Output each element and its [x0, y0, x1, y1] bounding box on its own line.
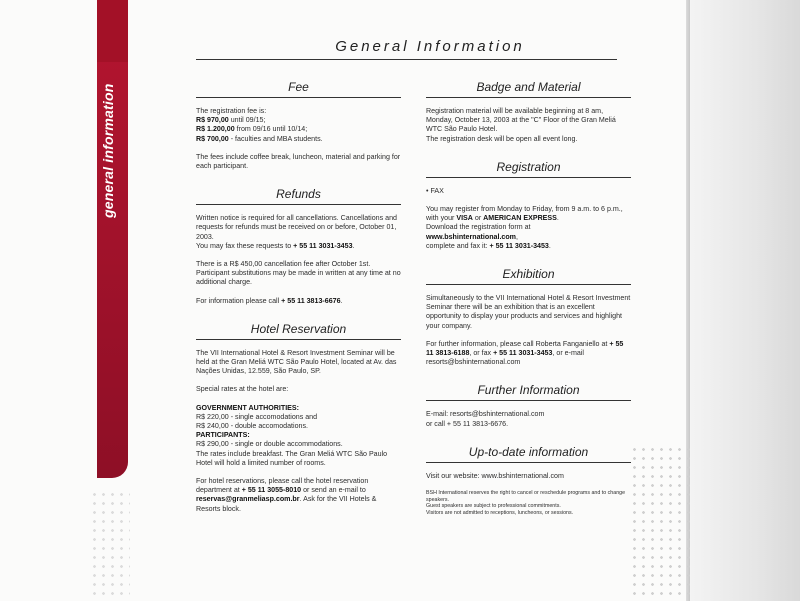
fee-rate-1-desc: until 09/15;	[228, 116, 266, 125]
badge-p1-text: Registration material will be available beginning at 8 am, Monday, October 13, 2003 at the "C" Floor of the Gran Meliá WTC São Paulo Hotel.	[426, 107, 616, 134]
exhibition-p1: Simultaneously to the VII International Hotel & Resort Investment Seminar there will be an exhibition that is an excellent opportunity to display your products and services and highlight your company.	[426, 294, 631, 330]
further-section	[426, 383, 631, 428]
uptodate-website: Visit our website: www.bshinternational.com	[426, 471, 564, 480]
fee-intro: The registration fee is:	[196, 107, 267, 115]
exhibition-p2-prefix: For further information, please call Roberta Fanganiello at	[426, 339, 610, 348]
further-phone: or call + 55 11 3813-6676.	[426, 419, 509, 428]
registration-fax: + 55 11 3031-3453	[489, 241, 549, 250]
fine-print	[426, 490, 631, 516]
dot-pattern-left	[90, 490, 130, 600]
hotel-p1: The VII International Hotel & Resort Investment Seminar will be held at the Gran Meliá WTC São Paulo Hotel, located at Av. das Nações Unidas, 12.559, São Paulo, SP.	[196, 348, 397, 376]
fee-section	[196, 80, 401, 171]
sidebar-label: general information	[100, 83, 116, 218]
refunds-fax-prefix: You may fax these requests to	[196, 241, 294, 250]
fee-rate-1-amount: R$ 970,00	[196, 116, 229, 125]
registration-p1-suffix: .	[556, 214, 559, 223]
page-title: General Information	[335, 38, 525, 55]
refunds-phone: + 55 11 3813-6676	[281, 296, 341, 305]
registration-visa: VISA	[456, 214, 473, 223]
hotel-gov-line-2: R$ 240,00 - double accomodations.	[196, 422, 308, 431]
registration-or: or	[472, 214, 484, 223]
hotel-p4-prefix: For hotel reservations, please call the hotel reservation department at	[196, 477, 369, 495]
exhibition-phone: + 55 11 3813-6188	[426, 339, 624, 358]
registration-p3-suffix: .	[548, 241, 551, 250]
hotel-gov-line-1: R$ 220,00 - single accomodations and	[196, 412, 318, 421]
fee-rate-3-desc: - faculties and MBA students.	[228, 134, 323, 143]
fine-print-line: Visitors are not admitted to receptions, luncheons, or sessions.	[426, 509, 574, 516]
exhibition-p2	[426, 340, 631, 368]
registration-p1-prefix: You may register from Monday to Friday, from 9 a.m. to 6 p.m., with your	[426, 205, 623, 223]
hotel-gov-label: GOVERNMENT AUTHORITIES:	[196, 403, 299, 412]
fee-rates	[196, 107, 401, 144]
hotel-p2: Special rates at the hotel are:	[196, 385, 289, 394]
registration-download: Download the registration form at	[426, 223, 531, 232]
refunds-fax-suffix: .	[352, 241, 355, 250]
registration-bullet: • FAX	[426, 186, 444, 195]
badge-title: Badge and Material	[426, 80, 631, 98]
left-column	[196, 80, 401, 523]
fee-rate-3-amount: R$ 700,00	[196, 134, 229, 143]
hotel-phone: + 55 11 3055-8010	[241, 486, 302, 495]
hotel-part-label: PARTICIPANTS:	[196, 431, 250, 440]
hotel-rates	[196, 404, 401, 468]
page-gutter	[688, 0, 800, 601]
hotel-part-line-1: R$ 290,00 - single or double accommodations.	[196, 440, 343, 449]
registration-p1	[426, 205, 631, 251]
sidebar-band-top	[97, 0, 128, 62]
refunds-p2: There is a R$ 450,00 cancellation fee after October 1st. Participant substitutions may be made in written at any time at no additional charge.	[196, 260, 401, 287]
refunds-p3-prefix: For information please call	[196, 296, 282, 305]
dot-pattern-right	[630, 445, 690, 600]
refunds-fax: + 55 11 3031-3453	[293, 241, 353, 250]
hotel-p4	[196, 477, 401, 514]
registration-url[interactable]: www.bshinternational.com	[426, 232, 516, 241]
registration-p3-prefix: complete and fax it:	[426, 241, 490, 250]
registration-amex: AMERICAN EXPRESS	[483, 214, 557, 223]
registration-title: Registration	[426, 160, 631, 178]
further-title: Further Information	[426, 383, 631, 401]
refunds-p3	[196, 297, 401, 306]
hotel-p4-mid: or send an e-mail to	[301, 486, 366, 495]
refunds-p3-suffix: .	[340, 296, 343, 305]
refunds-section	[196, 187, 401, 306]
further-email: E-mail: resorts@bshinternational.com	[426, 410, 545, 419]
right-column	[426, 80, 631, 516]
fee-title: Fee	[196, 80, 401, 98]
uptodate-section	[426, 445, 631, 517]
refunds-title: Refunds	[196, 187, 401, 205]
badge-p1	[426, 107, 631, 144]
refunds-p1	[196, 214, 401, 251]
hotel-part-line-2: The rates include breakfast. The Gran Meliá WTC São Paulo Hotel will hold a limited number of rooms.	[196, 449, 388, 467]
registration-section	[426, 160, 631, 251]
exhibition-title: Exhibition	[426, 267, 631, 285]
further-contact	[426, 410, 631, 428]
hotel-p4-suffix: . Ask for the VII Hotels & Resorts block.	[196, 495, 377, 513]
fee-rate-2-desc: from 09/16 until 10/14;	[234, 125, 308, 134]
hotel-title: Hotel Reservation	[196, 322, 401, 340]
badge-section	[426, 80, 631, 144]
exhibition-p2-suffix: , or e-mail resorts@bshinternational.com	[426, 349, 584, 367]
badge-p2-text: The registration desk will be open all event long.	[426, 134, 578, 143]
refunds-p1-text: Written notice is required for all cancellations. Cancellations and requests for refunds must be received on or before, October 01, 2003.	[196, 214, 397, 241]
exhibition-fax: + 55 11 3031-3453	[493, 349, 553, 358]
fee-note: The fees include coffee break, luncheon, material and parking for each participant.	[196, 152, 401, 171]
uptodate-title: Up-to-date information	[426, 445, 631, 463]
hotel-email: reservas@granmeliasp.com.br	[196, 495, 300, 504]
fee-rate-2-amount: R$ 1.200,00	[196, 125, 235, 134]
title-rule	[196, 59, 617, 60]
fine-print-line: BSH International reserves the right to cancel or reschedule programs and to change speakers.	[426, 490, 626, 503]
exhibition-section	[426, 267, 631, 367]
registration-comma: ,	[516, 232, 518, 241]
hotel-section	[196, 322, 401, 514]
fine-print-line: Guest speakers are subject to professional commitments.	[426, 503, 561, 510]
exhibition-p2-mid: , or fax	[469, 349, 494, 358]
